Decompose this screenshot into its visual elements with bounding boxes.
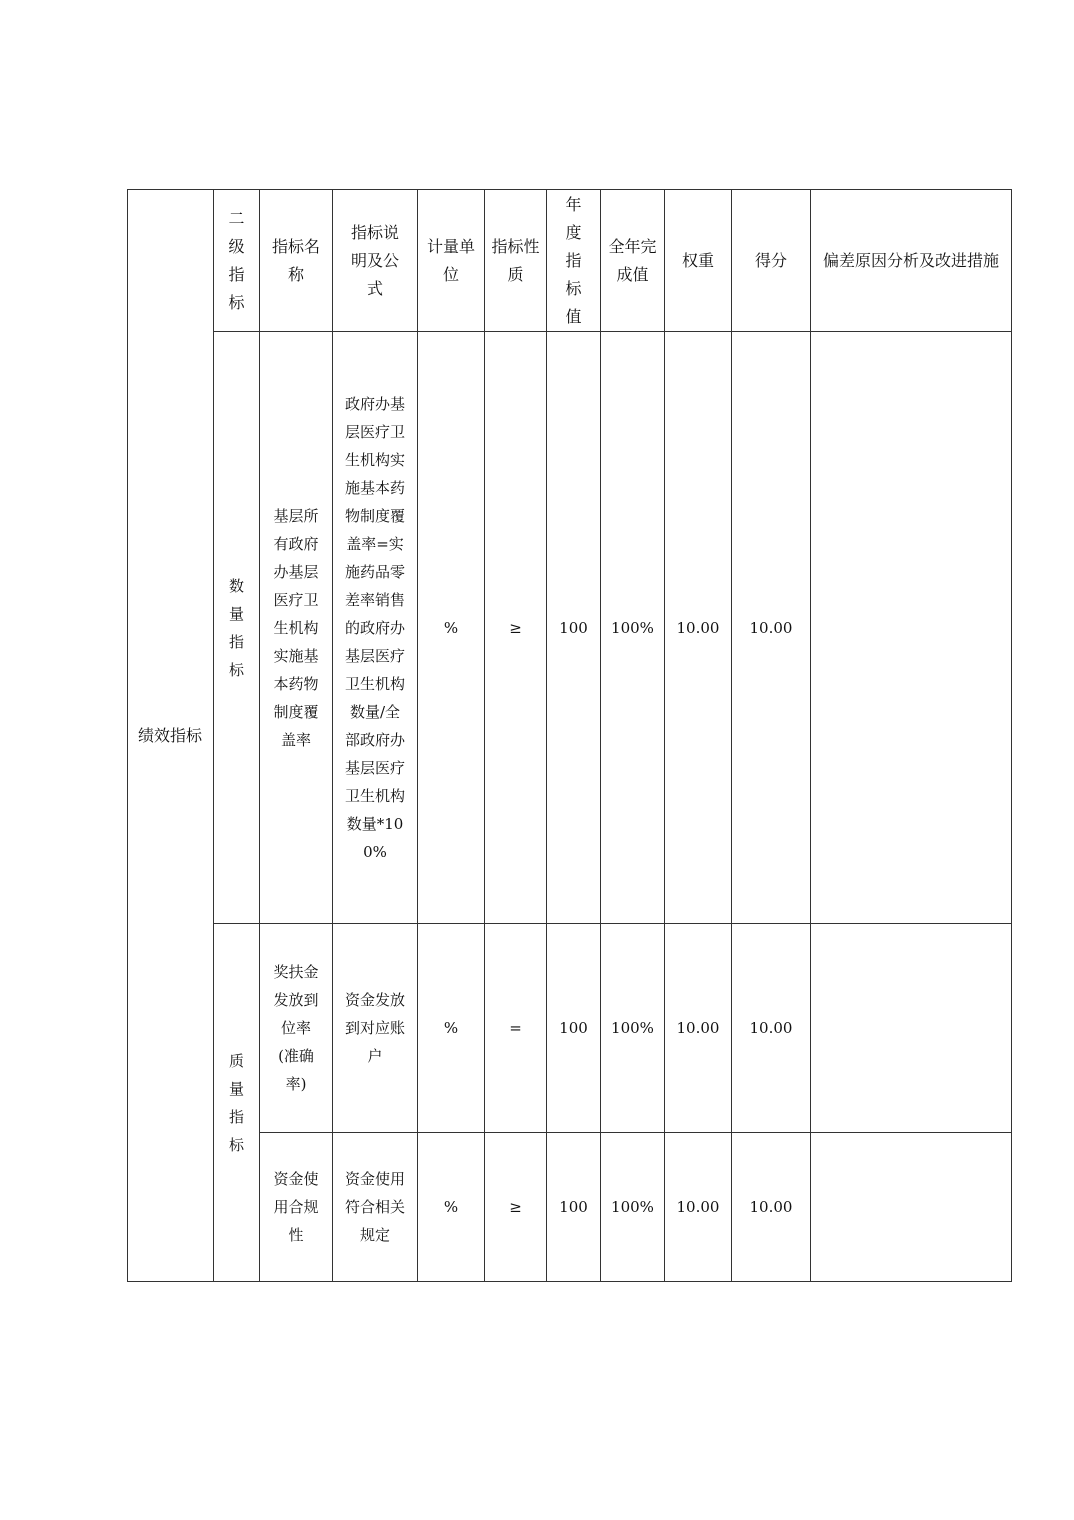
row-weight: 10.00: [665, 332, 732, 924]
performance-table-container: [127, 189, 1012, 1282]
row-desc: 资金使用符合相关规定: [333, 1133, 418, 1282]
row-name: 奖扶金发放到位率(准确率): [260, 924, 333, 1133]
row-weight: 10.00: [665, 1133, 732, 1282]
row-nature: ≥: [485, 332, 547, 924]
row-name: 基层所有政府办基层医疗卫生机构实施基本药物制度覆盖率: [260, 332, 333, 924]
row-target: 100: [547, 924, 601, 1133]
header-desc: 指标说明及公式: [333, 190, 418, 332]
header-deviation: 偏差原因分析及改进措施: [811, 190, 1012, 332]
row-weight: 10.00: [665, 924, 732, 1133]
row-actual: 100%: [601, 1133, 665, 1282]
row-deviation: [811, 1133, 1012, 1282]
header-unit: 计量单位: [418, 190, 485, 332]
row-actual: 100%: [601, 332, 665, 924]
category-cell: [128, 190, 214, 1282]
performance-table: [127, 189, 1012, 1282]
row-unit: %: [418, 924, 485, 1133]
category-label: 绩效指标: [138, 725, 203, 745]
group-label-quality: 质量指标: [214, 924, 260, 1282]
row-deviation: [811, 332, 1012, 924]
group-label-quantity: 数量指标: [214, 332, 260, 924]
row-desc: 资金发放到对应账户: [333, 924, 418, 1133]
row-nature: =: [485, 924, 547, 1133]
header-score: 得分: [732, 190, 811, 332]
header-target: 年度指标值: [547, 190, 601, 332]
row-name: 资金使用合规性: [260, 1133, 333, 1282]
row-score: 10.00: [732, 1133, 811, 1282]
row-actual: 100%: [601, 924, 665, 1133]
table-row: [128, 924, 1012, 1133]
header-nature: 指标性质: [485, 190, 547, 332]
header-secondary: 二级指标: [214, 190, 260, 332]
header-actual: 全年完成值: [601, 190, 665, 332]
row-desc: 政府办基层医疗卫生机构实施基本药物制度覆盖率=实施药品零差率销售的政府办基层医疗卫生机构数量/全部政府办基层医疗卫生机构数量*100%: [333, 332, 418, 924]
row-target: 100: [547, 332, 601, 924]
header-weight: 权重: [665, 190, 732, 332]
row-target: 100: [547, 1133, 601, 1282]
table-row: [128, 332, 1012, 924]
header-row: [128, 190, 1012, 332]
row-nature: ≥: [485, 1133, 547, 1282]
header-name: 指标名称: [260, 190, 333, 332]
row-score: 10.00: [732, 924, 811, 1133]
row-score: 10.00: [732, 332, 811, 924]
row-unit: %: [418, 332, 485, 924]
row-unit: %: [418, 1133, 485, 1282]
table-row: [128, 1133, 1012, 1282]
row-deviation: [811, 924, 1012, 1133]
